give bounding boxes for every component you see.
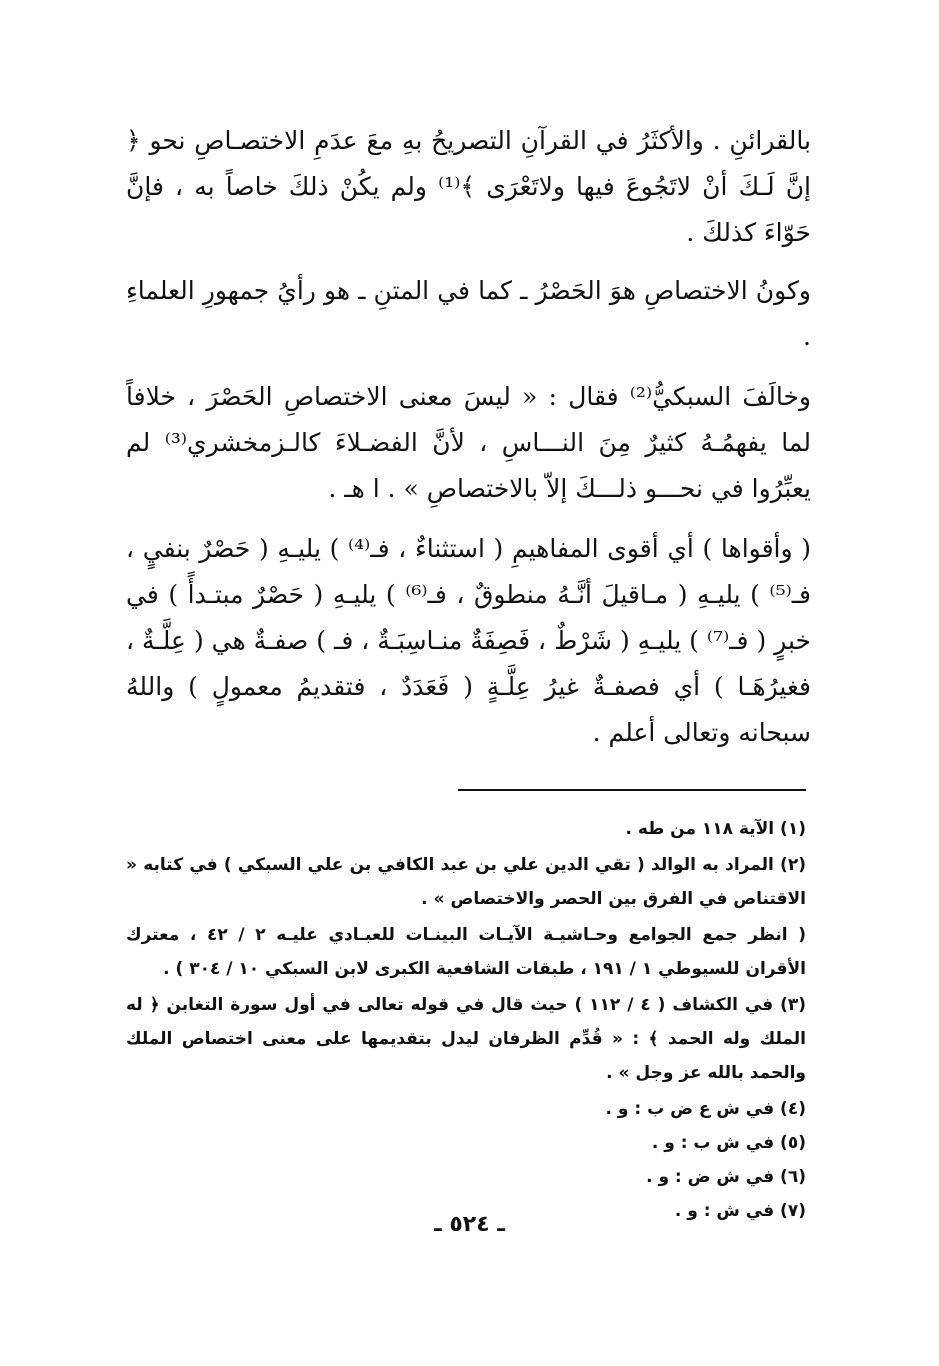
- footnotes-section: [126, 812, 806, 1228]
- footnote-5: (٥) في ش ب : و .: [651, 1133, 806, 1153]
- paragraph-3: وخالَفَ السبكيُّ⁽²⁾ فقال : « ليسَ معنى الاختصاصِ الحَصْرَ ، خلافاً لما يفهمُـهُ كثيرٌ مِنَ النـــاسِ ، لأنَّ الفضـلاءَ كالـزمخشري⁽³⁾ لم يعبِّرُوا في نحـــو ذلـــكَ إلاّ بالاختصاصِ » . ا هـ .: [126, 382, 811, 503]
- footnote-7: (٧) في ش : و .: [674, 1201, 806, 1221]
- footnote-2-continued: ( انظر جمع الجوامع وحـاشيـة الآيـات البينـات للعبـادي عليـه ٢ / ٤٢ ، معترك الأقران للسيوطي ١ / ١٩١ ، طبقات الشافعية الكبرى لابن السبكي ١٠ / ٣٠٤ ) .: [126, 925, 806, 979]
- footnote-3: (٣) في الكشاف ( ٤ / ١١٢ ) حيث قال في قوله تعالى في أول سورة التغابن ﴿ له الملك وله الحمد ﴾ : « قُدِّم الظرفان ليدل بتقديمها على معنى اختصاص الملك والحمد بالله عز وجل » .: [126, 995, 807, 1083]
- paragraph-4: ( وأقواها ) أي أقوى المفاهيمِ ( استثناءٌ ، فـ⁽⁴⁾ ) يليـهِ ( حَصْرٌ بنفيٍ ، فـ⁽⁵⁾ ) يليـهِ ( مـاقيلَ أنَّـهُ منطوقٌ ، فـ⁽⁶⁾ ) يليـهِ ( حَصْرٌ مبتـدأً ) في خبرٍ ( فـ⁽⁷⁾ ) يليـهِ ( شَرْطٌ ، فَصِفَةٌ منـاسِبَـةٌ ، فـ ) صفـةٌ هي ( عِلَّـةٌ ، فغيرُهَـا ) أي فصفـةٌ غيرُ عِلَّـةٍ ( فَعَدَدٌ ، فتقديمُ معمولٍ ) واللهُ سبحانه وتعالى أعلم .: [126, 534, 812, 747]
- paragraph-2: وكونُ الاختصاصِ هوَ الحَصْرُ ـ كما في المتنِ ـ هو رأيُ جمهورِ العلماءِ .: [126, 276, 811, 351]
- page-number: ـ ٥٢٤ ـ: [434, 1212, 505, 1237]
- footnote-4: (٤) في ش ع ض ب : و .: [605, 1099, 806, 1119]
- footnote-2: (٢) المراد به الوالد ( تقي الدين علي بن عبد الكافي بن علي السبكي ) في كتابه « الاقتناص في الفرق بين الحصر والاختصاص » .: [126, 855, 806, 909]
- footnote-6: (٦) في ش ض : و .: [646, 1167, 806, 1187]
- main-text-body: [126, 118, 811, 770]
- footnote-1: (١) الآية ١١٨ من طه .: [625, 819, 806, 839]
- paragraph-1: بالقرائنِ . والأكثَرُ في القرآنِ التصريحُ بهِ معَ عدَمِ الاختصـاصِ نحو ﴿ إنَّ لَـكَ أنْ لاتَجُوعَ فيها ولاتَعْرَى ﴾⁽¹⁾ ولم يكُنْ ذلكَ خاصاً به ، فإنَّ حَوّاءَ كذلكَ .: [126, 126, 812, 247]
- footnote-divider: [458, 789, 806, 791]
